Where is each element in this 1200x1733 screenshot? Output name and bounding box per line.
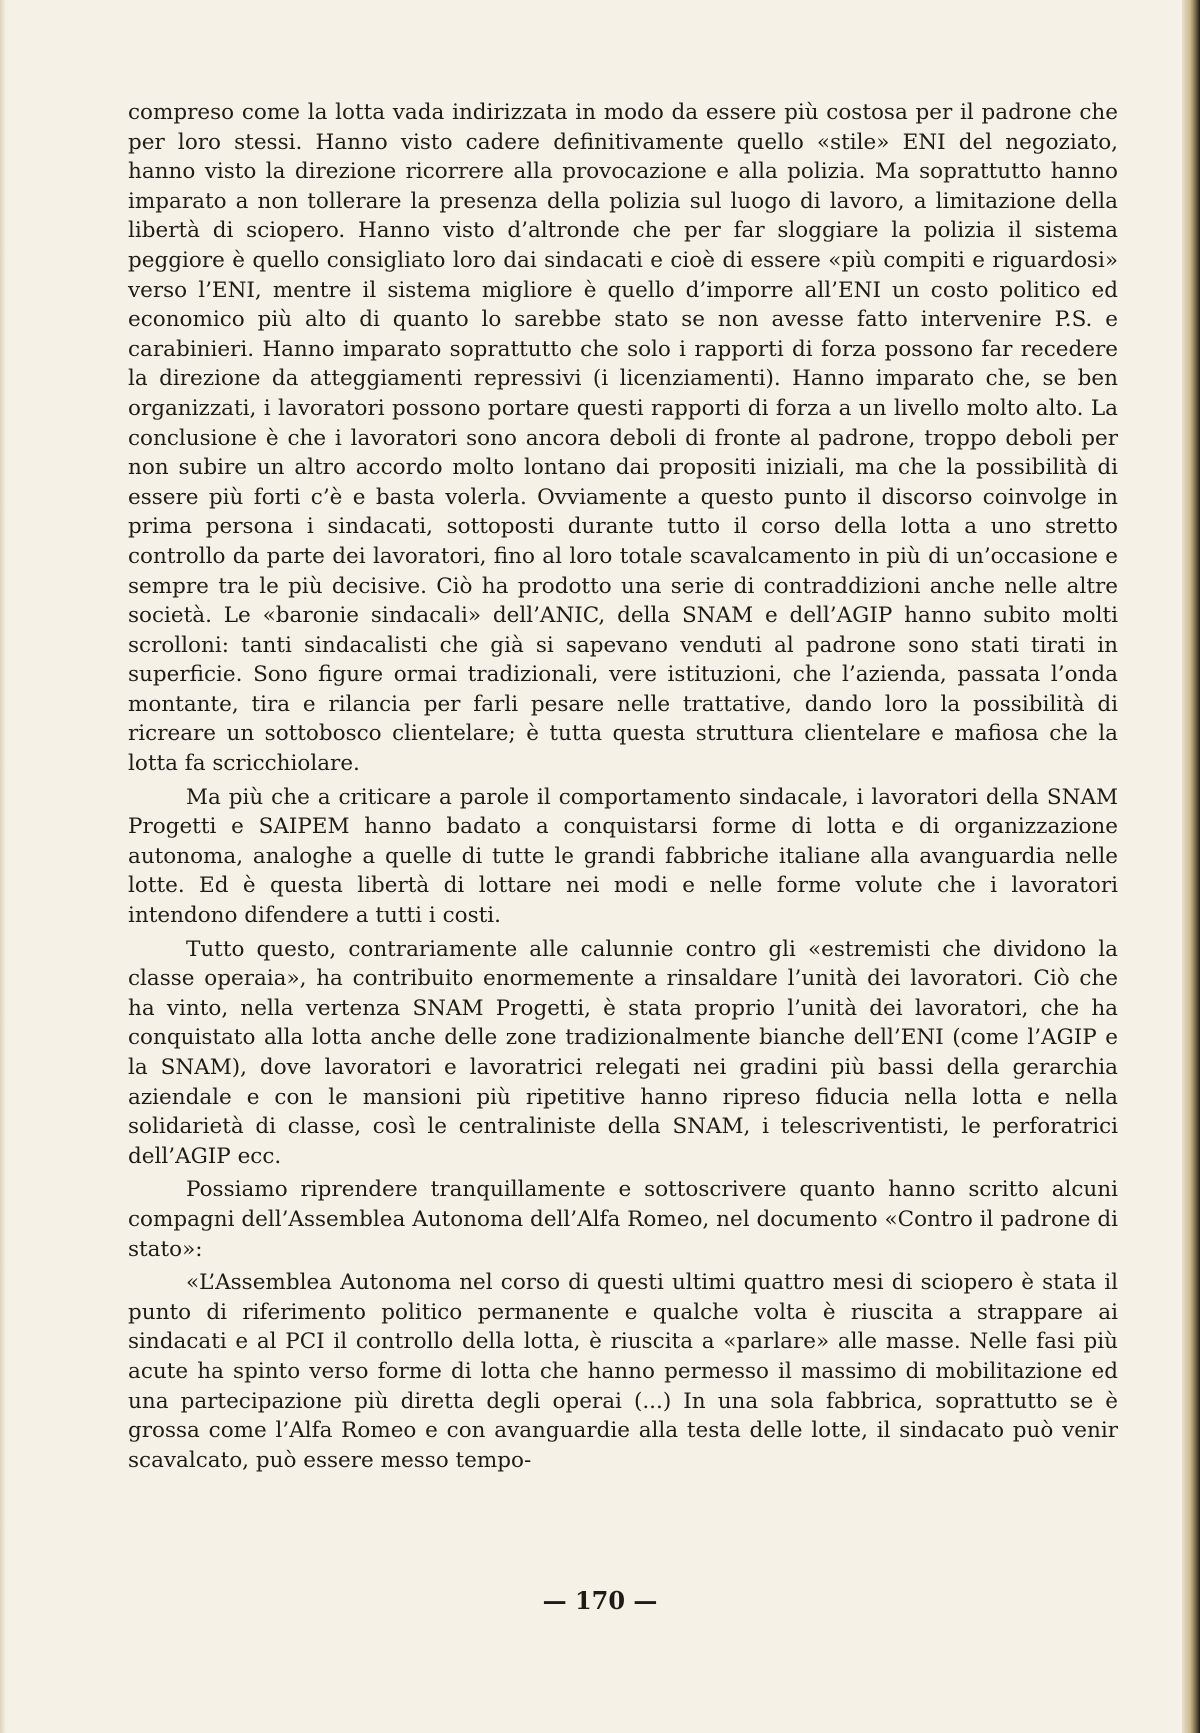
paragraph-5-quote: «L’Assemblea Autonoma nel corso di questi ultimi quattro mesi di sciopero è stata il punto di riferimento politico permanente e qualche volta è riuscita a strappare ai sindacati e al PCI il controllo della lotta, è riuscita a «parlare» alle masse. Nelle fasi più acute ha spinto verso forme di lotta che hanno permesso il massimo di mobilitazione ed una partecipazione più diretta degli operai (...) In una sola fabbrica, soprattutto se è grossa come l’Alfa Romeo e con avanguardie alla testa delle lotte, il sindacato può venir scavalcato, può essere messo tempo- (128, 1270, 1118, 1473)
page-number: — 170 — (542, 1586, 658, 1615)
page-spine-shadow (1182, 0, 1200, 1733)
paragraph-2: Ma più che a criticare a parole il comportamento sindacale, i lavoratori della SNAM Progetti e SAIPEM hanno badato a conquistarsi forme di lotta e di organizzazione autonoma, analoghe a quelle di tutte le grandi fabbriche italiane alla avanguardia nelle lotte. Ed è questa libertà di lottare nei modi e nelle forme volute che i lavoratori intendono difendere a tutti i costi. (128, 784, 1118, 929)
body-text (128, 98, 1118, 1475)
paragraph-3: Tutto questo, contrariamente alle calunnie contro gli «estremisti che dividono la classe operaia», ha contribuito enormemente a rinsaldare l’unità dei lavoratori. Ciò che ha vinto, nella vertenza SNAM Progetti, è stata proprio l’unità dei lavoratori, che ha conquistato alla lotta anche delle zone tradizionalmente bianche dell’ENI (come l’AGIP e la SNAM), dove lavoratori e lavoratrici relegati nei gradini più bassi della gerarchia aziendale e con le mansioni più ripetitive hanno ripreso fiducia nella lotta e nella solidarietà di classe, così le centraliniste della SNAM, i telescriventisti, le perforatrici dell’AGIP ecc. (128, 936, 1118, 1169)
paragraph-1: compreso come la lotta vada indirizzata in modo da essere più costosa per il padrone che per loro stessi. Hanno visto cadere definitivamente quello «stile» ENI del negoziato, hanno visto la direzione ricorrere alla provocazione e alla polizia. Ma soprattutto hanno imparato a non tollerare la presenza della polizia sul luogo di lavoro, a limitazione della libertà di sciopero. Hanno visto d’altronde che per far sloggiare la polizia il sistema peggiore è quello consigliato loro dai sindacati e cioè di essere «più compiti e riguardosi» verso l’ENI, mentre il sistema migliore è quello d’imporre all’ENI un costo politico ed economico più alto di quanto lo sarebbe stato se non avesse fatto intervenire P.S. e carabinieri. Hanno imparato soprattutto che solo i rapporti di forza possono far recedere la direzione da atteggiamenti repressivi (i licenziamenti). Hanno imparato che, se ben organizzati, i lavoratori possono portare questi rapporti di forza a un livello molto alto. La conclusione è che i lavoratori sono ancora deboli di fronte al padrone, troppo deboli per non subire un altro accordo molto lontano dai propositi iniziali, ma che la possibilità di essere più forti c’è e basta volerla. Ovviamente a questo punto il discorso coinvolge in prima persona i sindacati, sottoposti durante tutto il corso della lotta a uno stretto controllo da parte dei lavoratori, fino al loro totale scavalcamento in più di un’occasione e sempre tra le più decisive. Ciò ha prodotto una serie di contraddizioni anche nelle altre società. Le «baronie sindacali» dell’ANIC, della SNAM e dell’AGIP hanno subito molti scrolloni: tanti sindacalisti che già si sapevano venduti al padrone sono stati tirati in superficie. Sono figure ormai tradizionali, vere istituzioni, che l’azienda, passata l’onda montante, tira e rilancia per farli pesare nelle trattative, dando loro la possibilità di ricreare un sottobosco clientelare; è tutta questa struttura clientelare e mafiosa che la lotta fa scricchiolare. (128, 100, 1118, 777)
page-left-edge (0, 0, 6, 1733)
paragraph-4: Possiamo riprendere tranquillamente e sottoscrivere quanto hanno scritto alcuni compagni dell’Assemblea Autonoma dell’Alfa Romeo, nel documento «Contro il padrone di stato»: (128, 1177, 1118, 1262)
